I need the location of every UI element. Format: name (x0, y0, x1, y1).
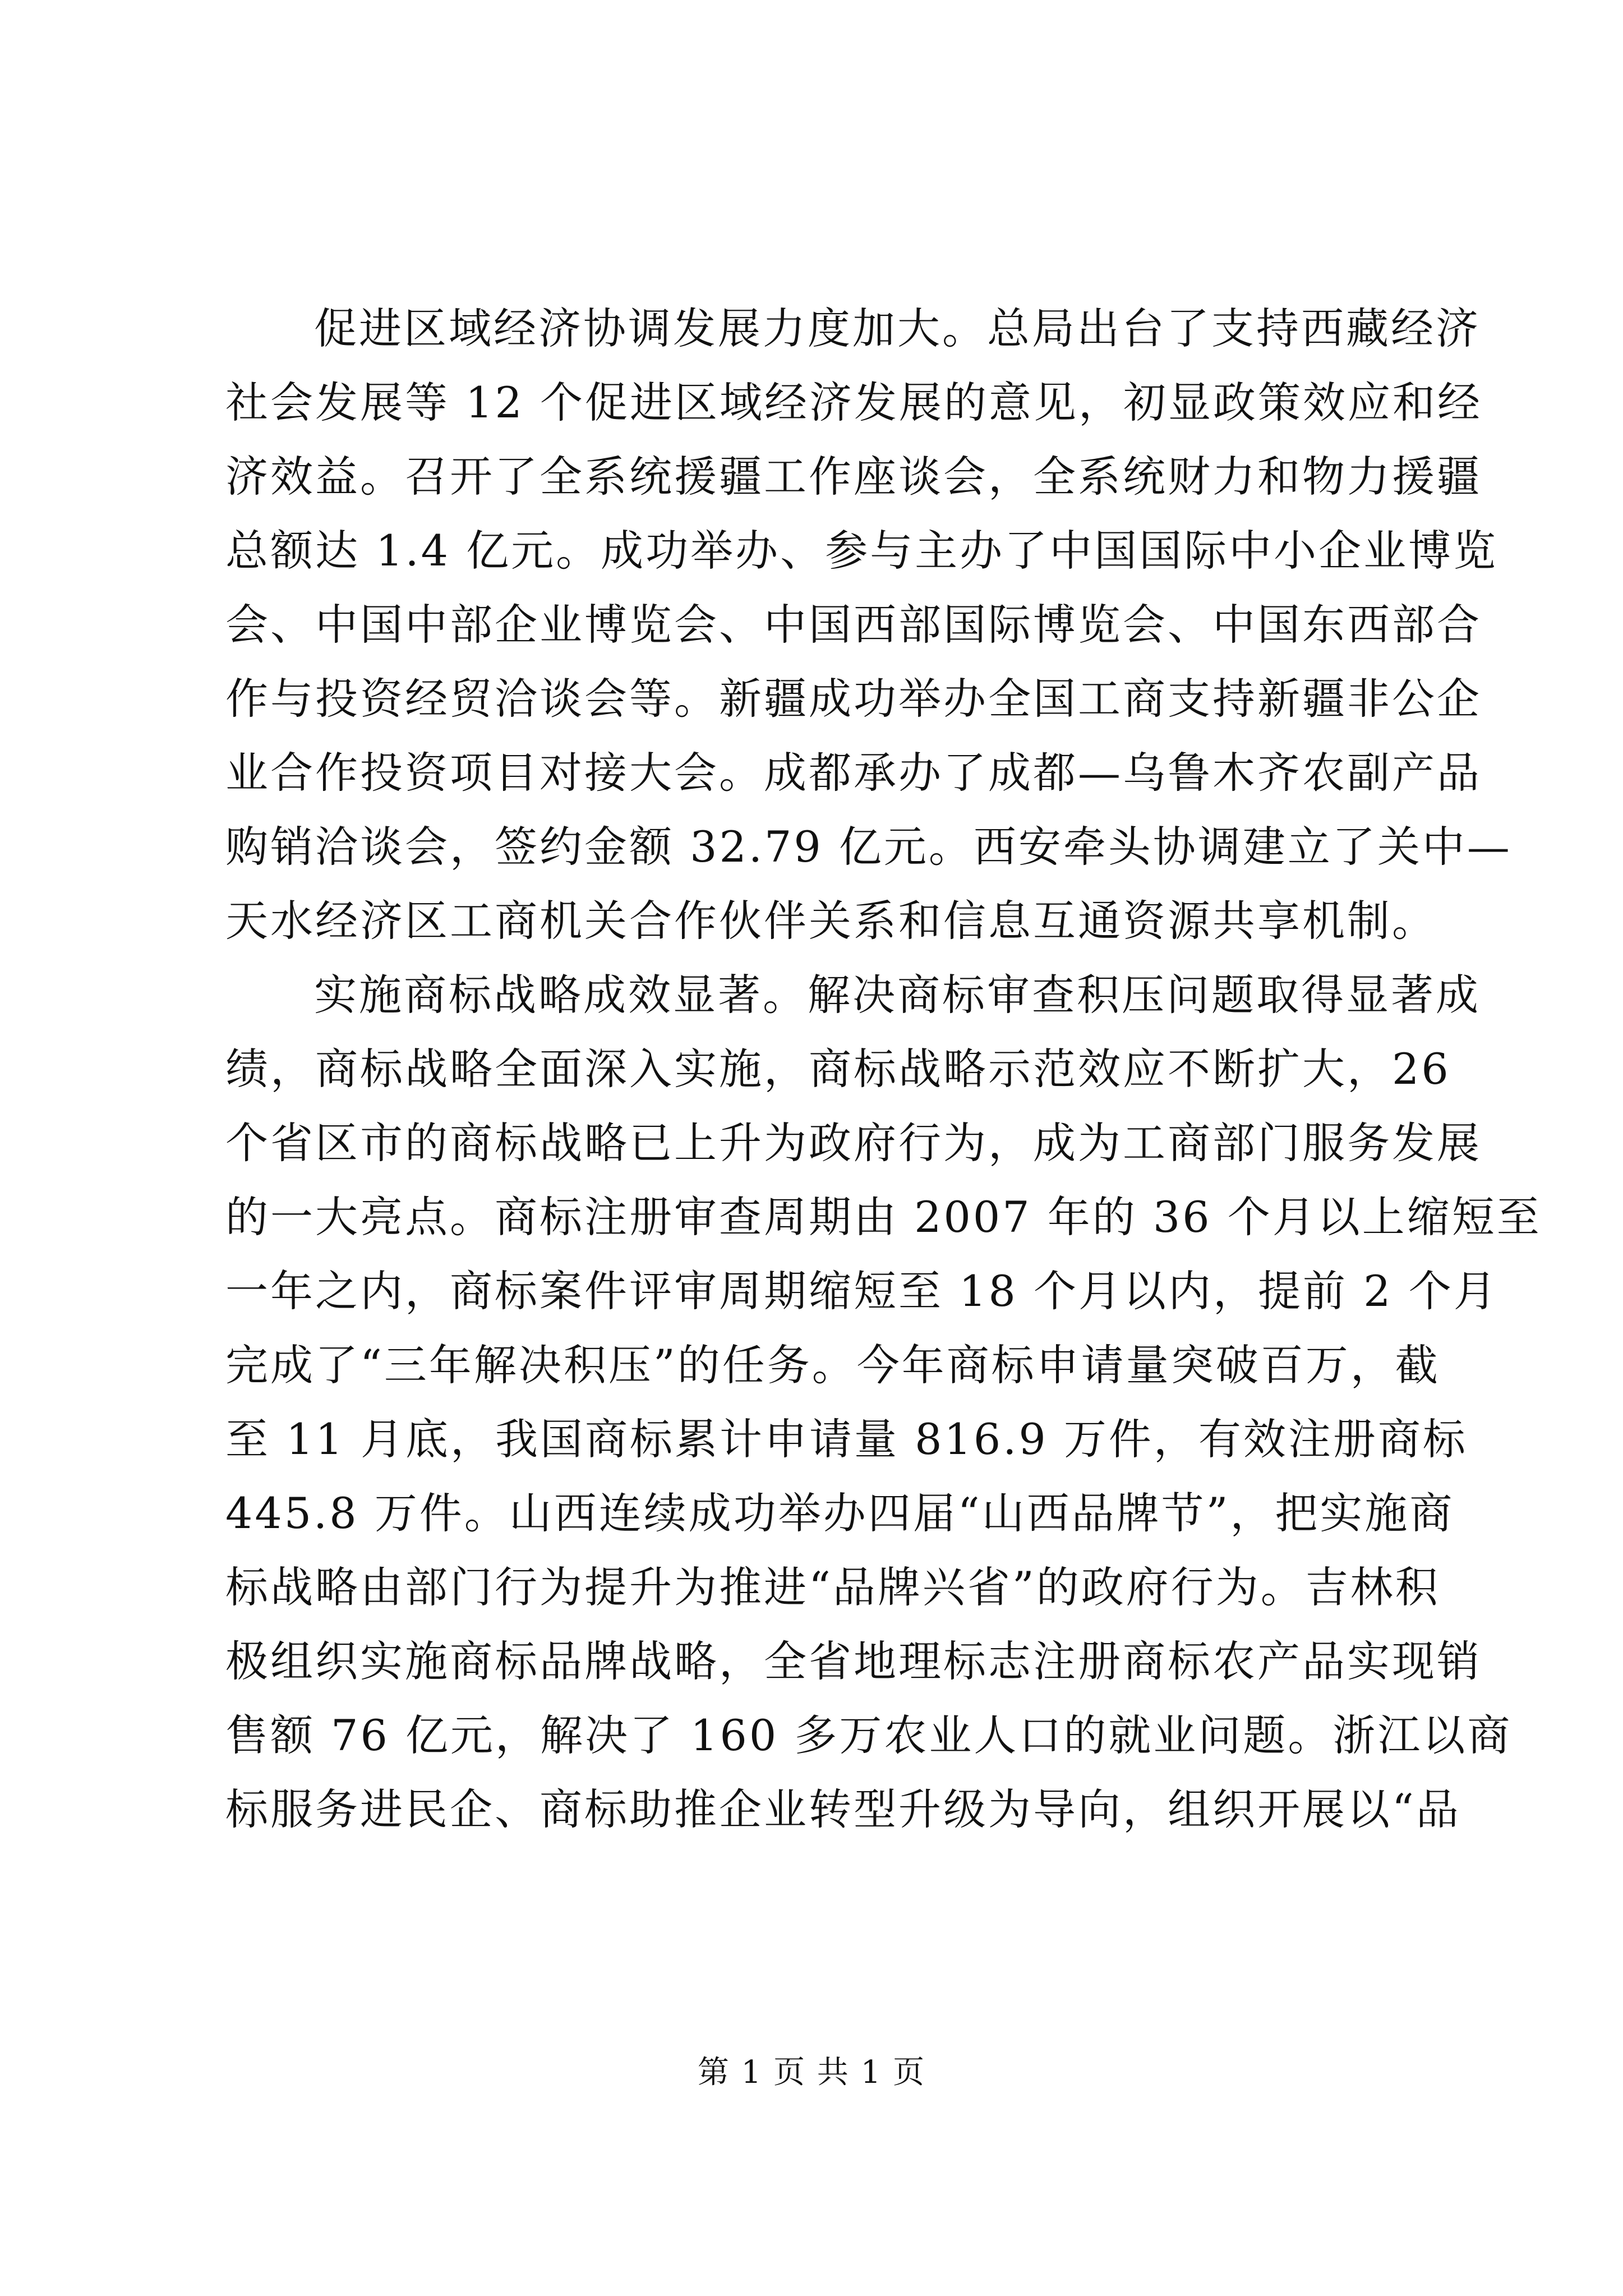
text-line: 至 11 月底，我国商标累计申请量 816.9 万件，有效注册商标 (225, 1414, 1468, 1464)
text-line: 的一大亮点。商标注册审查周期由 2007 年的 36 个月以上缩短至 (225, 1192, 1542, 1242)
text-line: 一年之内，商标案件评审周期缩短至 18 个月以内，提前 2 个月 (225, 1266, 1498, 1316)
text-line: 购销洽谈会，签约金额 32.79 亿元。西安牵头协调建立了关中— (225, 822, 1512, 872)
text-line: 会、中国中部企业博览会、中国西部国际博览会、中国东西部合 (225, 600, 1482, 650)
text-line: 总额达 1.4 亿元。成功举办、参与主办了中国国际中小企业博览 (225, 526, 1498, 576)
text-line: 促进区域经济协调发展力度加大。总局出台了支持西藏经济 (314, 303, 1481, 353)
document-body (225, 292, 1542, 1847)
text-line: 标服务进民企、商标助推企业转型升级为导向，组织开展以“品 (225, 1784, 1461, 1834)
text-line: 社会发展等 12 个促进区域经济发展的意见，初显政策效应和经 (225, 378, 1483, 427)
text-line: 售额 76 亿元，解决了 160 多万农业人口的就业问题。浙江以商 (225, 1710, 1513, 1760)
paragraph-trademark-strategy (225, 958, 1542, 1847)
page-number-footer: 第 1 页 共 1 页 (697, 2054, 926, 2091)
text-line: 济效益。召开了全系统援疆工作座谈会，全系统财力和物力援疆 (225, 452, 1482, 501)
text-line: 标战略由部门行为提升为推进“品牌兴省”的政府行为。吉林积 (225, 1562, 1440, 1612)
text-line: 作与投资经贸洽谈会等。新疆成功举办全国工商支持新疆非公企 (225, 674, 1482, 724)
text-line: 天水经济区工商机关合作伙伴关系和信息互通资源共享机制。 (225, 896, 1437, 946)
text-line: 实施商标战略成效显著。解决商标审查积压问题取得显著成 (314, 970, 1481, 1020)
text-line: 个省区市的商标战略已上升为政府行为，成为工商部门服务发展 (225, 1118, 1482, 1168)
text-line: 业合作投资项目对接大会。成都承办了成都—乌鲁木齐农副产品 (225, 748, 1482, 798)
text-line: 极组织实施商标品牌战略，全省地理标志注册商标农产品实现销 (225, 1636, 1482, 1686)
paragraph-regional-economy (225, 292, 1512, 958)
text-line: 绩，商标战略全面深入实施，商标战略示范效应不断扩大，26 (225, 1044, 1451, 1094)
text-line: 445.8 万件。山西连续成功举办四届“山西品牌节”，把实施商 (225, 1488, 1455, 1538)
text-line: 完成了“三年解决积压”的任务。今年商标申请量突破百万，截 (225, 1340, 1440, 1390)
